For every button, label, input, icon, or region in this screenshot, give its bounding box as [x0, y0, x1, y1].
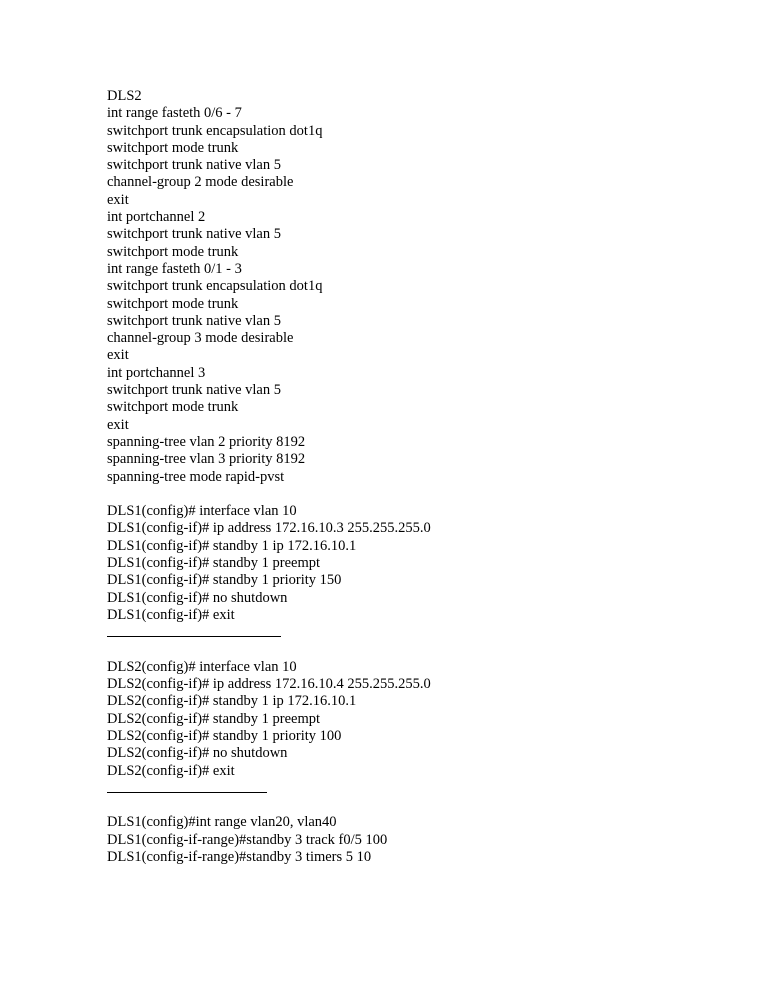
- text-line: DLS2(config-if)# no shutdown: [107, 745, 288, 762]
- text-line: DLS1(config-if)# exit: [107, 606, 235, 623]
- text-line: DLS2(config)# interface vlan 10: [107, 658, 297, 675]
- text-line: DLS2(config-if)# standby 1 priority 100: [107, 727, 342, 744]
- text-line: DLS1(config-if-range)#standby 3 timers 5 10: [107, 849, 372, 866]
- text-line: spanning-tree vlan 3 priority 8192: [107, 451, 306, 468]
- text-line: DLS1(config-if)# no shutdown: [107, 589, 288, 606]
- text-line: DLS2(config-if)# standby 1 ip 172.16.10.1: [107, 693, 357, 710]
- text-line: DLS1(config-if)# standby 1 preempt: [107, 555, 321, 572]
- text-line: DLS2(config-if)# standby 1 preempt: [107, 710, 321, 727]
- text-line: switchport trunk native vlan 5: [107, 382, 281, 399]
- text-line: switchport mode trunk: [107, 295, 239, 312]
- text-line: spanning-tree mode rapid-pvst: [107, 468, 285, 485]
- text-line: DLS1(config)#int range vlan20, vlan40: [107, 814, 337, 831]
- text-line: int range fasteth 0/1 - 3: [107, 260, 242, 277]
- document-body: [107, 88, 707, 866]
- text-line: DLS1(config-if)# standby 1 ip 172.16.10.1: [107, 537, 357, 554]
- config-block-dls2-trunks: [107, 88, 707, 486]
- text-line: switchport mode trunk: [107, 243, 239, 260]
- text-line: switchport trunk native vlan 5: [107, 226, 281, 243]
- text-line: switchport trunk native vlan 5: [107, 312, 281, 329]
- text-line: channel-group 2 mode desirable: [107, 174, 294, 191]
- blank-line: [107, 797, 707, 814]
- text-line: DLS1(config-if)# standby 1 priority 150: [107, 572, 342, 589]
- blank-line: [107, 642, 707, 659]
- text-line: channel-group 3 mode desirable: [107, 330, 294, 347]
- config-block-dls1-range: [107, 814, 707, 866]
- separator-rule: [107, 780, 707, 797]
- text-line: switchport trunk encapsulation dot1q: [107, 122, 323, 139]
- text-line: DLS2(config-if)# ip address 172.16.10.4 255.255.255.0: [107, 676, 431, 693]
- text-line: switchport mode trunk: [107, 399, 239, 416]
- text-line: exit: [107, 191, 129, 208]
- text-line: spanning-tree vlan 2 priority 8192: [107, 433, 306, 450]
- separator-rule: [107, 624, 707, 641]
- text-line: int portchannel 2: [107, 209, 206, 226]
- text-line: DLS1(config-if-range)#standby 3 track f0/5 100: [107, 831, 388, 848]
- text-line: DLS2(config-if)# exit: [107, 762, 235, 779]
- text-line: switchport mode trunk: [107, 139, 239, 156]
- text-line: DLS1(config-if)# ip address 172.16.10.3 255.255.255.0: [107, 520, 431, 537]
- text-line: exit: [107, 416, 129, 433]
- config-block-dls2-hsrp: [107, 659, 707, 780]
- text-line: switchport trunk encapsulation dot1q: [107, 278, 323, 295]
- text-line: int portchannel 3: [107, 364, 206, 381]
- config-block-dls1-hsrp: [107, 503, 707, 624]
- text-line: int range fasteth 0/6 - 7: [107, 105, 242, 122]
- text-line: DLS2: [107, 88, 142, 104]
- blank-line: [107, 486, 707, 503]
- text-line: exit: [107, 347, 129, 364]
- text-line: switchport trunk native vlan 5: [107, 157, 281, 174]
- text-line: DLS1(config)# interface vlan 10: [107, 503, 297, 520]
